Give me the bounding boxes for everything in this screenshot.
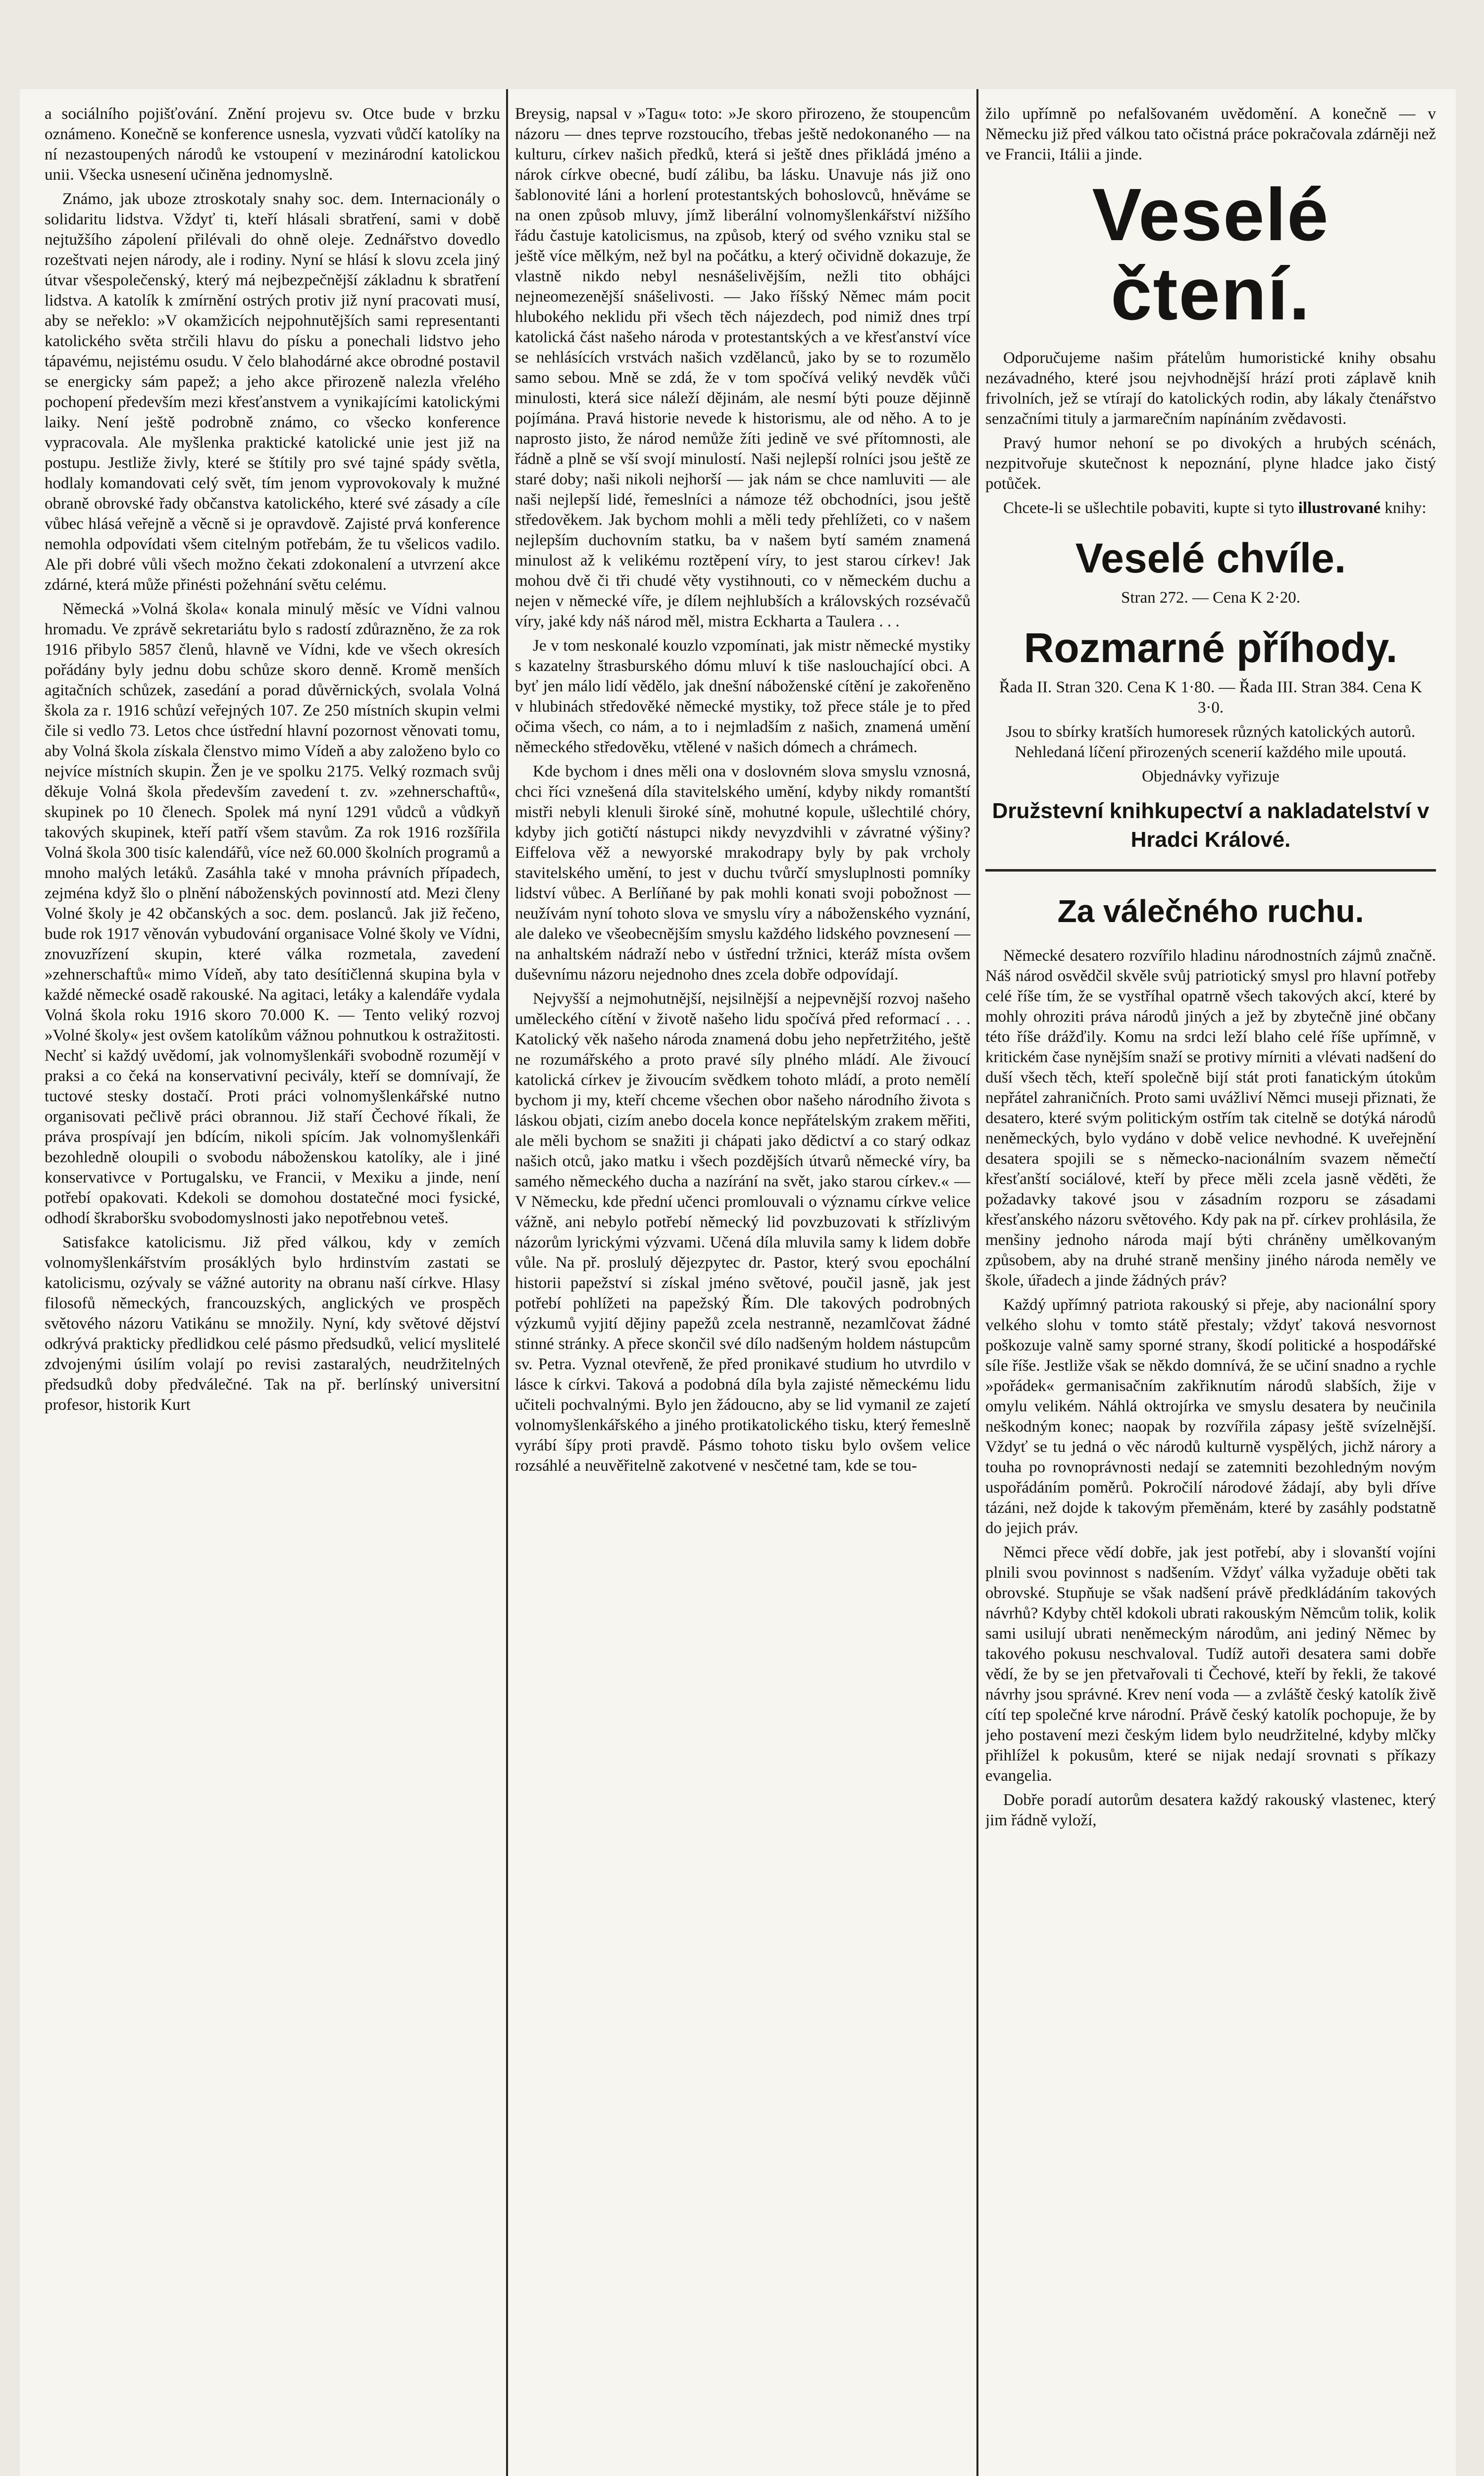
book-title: Veselé chvíle. [1075, 535, 1346, 581]
ad-text-emphasis: illustrované [1298, 499, 1381, 517]
article-text: Každý upřímný patriota rakouský si přeje, aby nacionální spory velkého slohu v tomto státě přestaly; vždyť taková nesvornost poškozuje valně samy sporné strany, škodí politické a hospodářské síle říše. Jestliže však se někdo domnívá, že se učiní snadno a rychle »pořádek« germanisačním zakřiknutím národů slabších, žije v omylu velikém. Náhlá oktrojírka ve smyslu desatera by neučinila neškodným konec; naopak by rozvířila zápasy ještě svízelnější. Vždyť se tu jedná o věc národů kulturně vyspělých, jichž nárory a touha po rovnoprávnosti nedají se zatemniti bezohledným novým uspořádáním poměrů. Pokročilí národové žádají, aby byli dříve tázáni, než dojde k takovým přeměnám, které by zasáhly podstatně do jejich práv. [985, 1296, 1436, 1537]
book-advertisement [985, 175, 1436, 854]
section-divider [985, 869, 1436, 872]
right-column [985, 104, 1436, 2476]
article-text: Známo, jak uboze ztroskotaly snahy soc. dem. Internacionály o solidaritu lidstva. Vždyť ti, kteří hlásali sbratření, sami v době nejtužšího zápolení přilévali do ohně oleje. Zednářstvo dovedlo rozeštvati nejen národy, ale i rodiny. Nyní se hlásí k slovu zcela jiný útvar všespolečenský, který má nejbezpečnější základnu k sbratření lidstva. A katolík k zmírnění ostrých protiv již nyní pracovati musí, aby se neřeklo: »V okamžicích nejpohnutějších sami representanti katolického světa strčili hlavu do písku a ponechali lidstvo jeho tápavému, nejistému osudu. V čelo blahodárné akce obrodné postavil se energicky sám papež; a jeho akce přirozeně nalezla vřelého pochopení především mezi křesťanstvem a vynikajícími katolickými laiky. Není ještě podrobně známo, co všecko konference vypracovala. Ale myšlenka praktické katolické unie jest již na postupu. Jestliže živly, které se štítily pro své tajné spády světla, hodlaly komandovati celý svět, tím jenom vyprovokovaly k mužné obraně obrovské řady občanstva katolického, které své zásady a cíle vůbec hlásá veřejně a věcně si je opravdově. Zajisté prvá konference nemohla odpovídati všem citelným potřebám, že tu všelicos vadilo. Ale při dobré vůli všech možno čekati zdokonalení a utvrzení akce zdárné, která může přinésti požehnání světu celému. [45, 190, 500, 594]
book-title: Rozmarné příhody. [1023, 624, 1398, 671]
ad-text: Jsou to sbírky kratších humoresek různých katolických autorů. Nehledaná líčení přirozených scenerií každého mile upoutá. [1006, 723, 1416, 761]
middle-column [515, 104, 971, 2476]
ad-headline: Veselé čtení. [1092, 173, 1330, 335]
article-text: Němci přece vědí dobře, jak jest potřebí, aby i slovanští vojíni plnili svou povinnost s nadšením. Vždyť válka vyžaduje oběti tak obrovské. Stupňuje se však nadšení právě předkládáním takových návrhů? Kdyby chtěl kdokoli ubrati rakouským Němcům tolik, kolik sami usilují ubrati neněmeckým národům, ani jediný Němec by takového pokusu neschvaloval. Tudíž autoři desatera sami dobře vědí, že by se jen přetvařovali ti Čechové, kteří by řekli, že takové návrhy jsou správné. Krev není voda — a zvláště český katolík živě cítí tep společné krve národní. Právě český katolík pochopuje, že by jeho postavení mezi českým lidem bylo neudržitelné, kdyby mlčky přihlížel k pokusům, které se nijak nedají srovnati s příkazy evangelia. [985, 1544, 1436, 1785]
publisher-name: Družstevní knihkupectví a nakladatelství v Hradci Králové. [992, 799, 1430, 852]
newspaper-page [20, 89, 1456, 2476]
article-text: Dobře poradí autorům desatera každý rakouský vlastenec, který jim řádně vyloží, [985, 1791, 1436, 1829]
book-info: Stran 272. — Cena K 2·20. [1121, 589, 1301, 607]
book-info: Řada II. Stran 320. Cena K 1·80. — Řada III. Stran 384. Cena K 3·0. [999, 678, 1423, 717]
section-title: Za válečného ruchu. [1057, 893, 1364, 929]
article-text: Německá »Volná škola« konala minulý měsíc ve Vídni valnou hromadu. Ve zprávě sekretariátu bylo s radostí zdůrazněno, že za rok 1916 přibylo 5857 členů, hlavně ve Vídni, kde ve všech okresích pořádány byly jednu dobu schůze skoro denně. Kromě menších agitačních schůzek, zasedání a porad důvěrnických, svolala Volná škola za r. 1916 schůzí veřejných 107. Ze 250 místních skupin velmi čile si vedlo 73. Letos chce ústřední hlavní pozornost věnovati tomu, aby Volná škola získala členstvo mimo Vídeň a aby založeno bylo co nejvíce místních skupin. Žen je ve spolku 2175. Velký rozmach svůj děkuje Volná škola především zavedení t. zv. »zehnerschaftů«, skupinek po 10 členech. Spolek má nyní 1291 vůdců a vůdkyň takových skupinek, kteří patří všem stavům. Za rok 1916 rozšířila Volná škola 300 tisíc kalendářů, více než 60.000 školních programů a mnoho malých letáků. Zasáhla také v mnoha právních případech, zejména když šlo o plnění náboženských povinností atd. Mezi členy Volné školy je 42 občanských a soc. dem. poslanců. Jak již řečeno, bude rok 1917 věnován vybudování organisace Volné školy ve Vídni, znovuzřízení skupin, které válka rozmetala, zavedení »zehnerschaftů« mimo Vídeň, aby tato desítičlenná skupina byla v každé německé osadě rakouské. Na agitaci, letáky a kalendáře vydala Volná škola roku 1916 skoro 70.000 K. — Tento veliký rozvoj »Volné školy« jest ovšem katolíkům vážnou pohnutkou k ostražitosti. Nechť si každý uvědomí, jak volnomyšlenkáři svobodně rozumějí v praksi a co čeká na konservativní pecivály, kteří se domnívají, že tuctové stesky dostačí. Proti práci volnomyšlenkářské nutno organisovati pečlivě práci obrannou. Již staří Čechové říkali, že práva prospívají jen bdícím, nikoli spícím. Jak volnomyšlenkáři bezohledně oloupili o svobodu náboženskou katolíky, ale i jiné konservativce v Portugalsku, ve Francii, v Mexiku a jinde, není potřebí opakovati. Kdekoli se domohou dostatečné moci fysické, odhodí škraboršku svobodomyslnosti jako nepotřebnou veteš. [45, 600, 500, 1227]
left-column [45, 104, 500, 2476]
ad-text [985, 498, 1436, 518]
article-text: Německé desatero rozvířilo hladinu národnostních zájmů značně. Náš národ osvědčil skvěle svůj patriotický smysl pro hlavní potřeby celé říše tím, že se vystříhal opatrně všech takových akcí, které by mohly ohroziti práva národů jiných a jež by zbytečně jiné občany této říše drážďily. Komu na srdci leží blaho celé říše upřímně, v kritickém čase nynějším snaží se protivy mírniti a vlévati nadšení do duší všech těch, kteří společně bijí stát proti fanatickým útokům nepřátel zahraničních. Proto sami uvážliví Němci museji přiznati, že desatero, které svým politickým ostřím tak citelně se dotýká národů neněmeckých, bylo vydáno v době velice nevhodné. K uveřejnění desatera spojili se s německo-nacionálním svazem němečtí křesťanští sociálové, kteří by přece měli zcela jasně věděti, že požadavky takové jsou v zásadním rozporu se zásadami křesťanského názoru světového. Kdy pak na př. církev prohlásila, že menšiny jednoho národa mají býti chráněny umělkovaným způsobem, aby na druhé straně menšiny jiného národa neměly ve škole, úřadech a jinde žádných práv? [985, 947, 1436, 1290]
article-text: Nejvyšší a nejmohutnější, nejsilnější a nejpevnější rozvoj našeho uměleckého cítění v životě našeho lidu spočívá před reformací . . . Katolický věk našeho národa znamená dobu jeho nepřetržitého, ještě ne rozumářského a proto pravé síly plného mládí. Ale živoucí katolická církev je živoucím svědkem tohoto mládí, a proto nemělí bychom ji my, kteří chceme všechen obor našeho národního života s láskou objati, cizím anebo docela konce nepřátelským zrakem měřiti, ale měli bychom se snažiti ji chápati jako dědictví a co starý odkaz našich otců, jako matku i všech pozdějších útvarů německé víry, ba samého německého ducha a nazírání na svět, jako starou církev.« — V Německu, kde přední učenci promlouvali o významu církve velice vážně, ani nebylo potřebí německý lid povzbuzovati k střízlivým názorům lyrickými výzvami. Učená díla mluvila samy k lidem dobře vůle. Na př. proslulý dějezpytec dr. Pastor, který svou epochální historii papežství si získal jméno světové, poučil jasně, jak jest potřebí pohlížeti na papežský Řím. Dle takových podrobných výzkumů vyjití dějiny papežů zcela nestranně, nezamlčovat žádné stinné stránky. A přece skončil své dílo nadšeným holdem nástupcům sv. Petra. Vyznal otevřeně, že před pronikavé studium ho utvrdilo v lásce k církvi. Taková a podobná díla byla zajisté německému lidu učiteli pochvalnými. Bylo jen žádoucno, aby se lid vymanil ze zajetí volnomyšlenkářského a jiného protikatolického tisku, který řemeslně vyrábí šípy proti pravdě. Pásmo tohoto tisku bylo ovšem velice rozsáhlé a neuvěřitelně zakotvené v nesčetné tam, kde se tou- [515, 990, 971, 1475]
column-divider [976, 89, 978, 2476]
article-text: Breysig, napsal v »Tagu« toto: »Je skoro přirozeno, že stoupencům názoru — dnes teprve rozstoucího, třebas ještě nedokonaného — na kulturu, církev našich předků, která si ještě dnes přikládá jméno a nárok církve obecné, budí zálibu, ba lásku. Unavuje nás již ono šablonovité láni a horlení protestantských bohoslovců, hněváme se na onen způsob mluvy, jímž liberální volnomyšlenkářství nižšího řádu častuje katolicismus, na způsob, který od svého vzniku stal se ještě více mělkým, než byl na počátku, a který očividně dokazuje, že vlastně nikdo nebyl nesnášelivějším, nežli tito obhájci nejneomezenější snášelivosti. — Jako říšský Němec mám pocit hlubokého neklidu při všech těch nájezdech, pod nimiž dnes trpí katolická část našeho národa v protestantských a ve křesťanství více se nehlásících vrstvách našich vzdělanců, jako by se to rozumělo samo sebou. Mně se zdá, že v tom spočívá veliký nevděk vůči minulosti, která sice náleží dějinám, ale nesmí býti pouze dějinně pojímána. Pravá historie nevede k historismu, ale od něho. A to je naprosto jisto, že národ nemůže žíti jedině ve své přítomnosti, ale řádně a plně se vší svojí minulostí. Naši nejlepší rolníci jsou ještě ze staré doby; naši nikoli nejhorší — jak nám se chce namluviti — ale naši nejlepší lidé, řemeslníci a námoze též obchodníci, jsou ještě středověkem. Jak bychom mohli a měli tedy přehlížeti, co v našem nejlepším duchovním statku, ba v našem bytí samém znamená minulost až k velikému roztěpení víry, to jest starou církev! Jak mohou dvě či tři chudé věty vystihnouti, co v německém duchu a nejen v německé víře, je dílem nejhlubších a královských rozsévačů víry, jaké kdy náš národ měl, mistra Eckharta a Taulera . . . [515, 105, 971, 630]
ad-text-part: Chcete-li se ušlechtile pobaviti, kupte si tyto [1003, 499, 1294, 517]
ad-text-part: knihy: [1384, 499, 1427, 517]
ad-text: Objednávky vyřizuje [1142, 768, 1279, 785]
column-divider [506, 89, 508, 2476]
ad-text: Odporučujeme našim přátelům humoristické knihy obsahu nezávadného, které jsou nejvhodnější hrází proti záplavě knih frivolních, jež se vtírají do katolických rodin, aby lákaly čtenářstvo senzačními tituly a jarmarečním napínáním zvědavosti. [985, 349, 1436, 428]
ad-text: Pravý humor nehoní se po divokých a hrubých scénách, nezpitvořuje skutečnost k nepoznání, plyne hladce jako čistý potůček. [985, 434, 1436, 493]
article-text: žilo upřímně po nefalšovaném uvědomění. A konečně — v Německu již před válkou tato očistná práce pokračovala zdárněji než ve Francii, Itálii a jinde. [985, 105, 1436, 163]
article-text: Kde bychom i dnes měli ona v doslovném slova smyslu vznosná, chci říci vznešená díla stavitelského umění, kdyby nikdy romantští mistři nebyli klenuli široké síně, mohutné kopule, ušlechtilé chóry, kdyby jich gotičtí nástupci nikdy nevyzdvihli v závratné výšiny? Eiffelova věž a newyorské mrakodrapy byly by pak vrcholy stavitelského umění, to jest v duchu tvůrčí smysluplnosti pomníky lidství vůbec. A Berlíňané by pak mohli konati svoji pobožnost — neužívám nyní tohoto slova ve smyslu víry a náboženského vyznání, ale daleko ve všeobecnějším smyslu každého lidského povznesení — na anhaltském nádraží nebo v ústřední tržnici, kteráž místa ovšem duševnímu názoru nejednoho dnes zcela dobře odpovídají. [515, 763, 971, 983]
article-text: a sociálního pojišťování. Znění projevu sv. Otce bude v brzku oznámeno. Konečně se konference usnesla, vyzvati vůdčí katolíky na ní nezastoupených národů ke vstoupení v mezinárodní katolickou unii. Všecka usnesení učiněna jednomyslně. [45, 105, 500, 184]
article-text: Je v tom neskonalé kouzlo vzpomínati, jak mistr německé mystiky s kazatelny štrasburského dómu mluví k tiše naslouchající obci. A byť jen málo lidí vědělo, jak dnešní náboženské cítění je zakořeněno v hlubinách středověké německé mystiky, tož přece stále je to před očima všech, co nám, a to i nejmladším z našich, znamená umění německého středověku, vtělené v našich dómech a chrámech. [515, 637, 971, 756]
article-text: Satisfakce katolicismu. Již před válkou, kdy v zemích volnomyšlenkářstvím prosáklých bylo hrdinstvím zastati se katolicismu, ozývaly se vážné autority na obranu naší církve. Hlasy filosofů německých, francouzských, anglických ve prospěch světového názoru Vatikánu se množily. Nyní, kdy světové dějství odkrývá prakticky předlidkou celé pásmo předsudků, velicí myslitelé zdvojenými úsilím volají po revisi zastaralých, neudržitelných předsudků doby předválečné. Tak na př. berlínský universitní profesor, historik Kurt [45, 1234, 500, 1414]
